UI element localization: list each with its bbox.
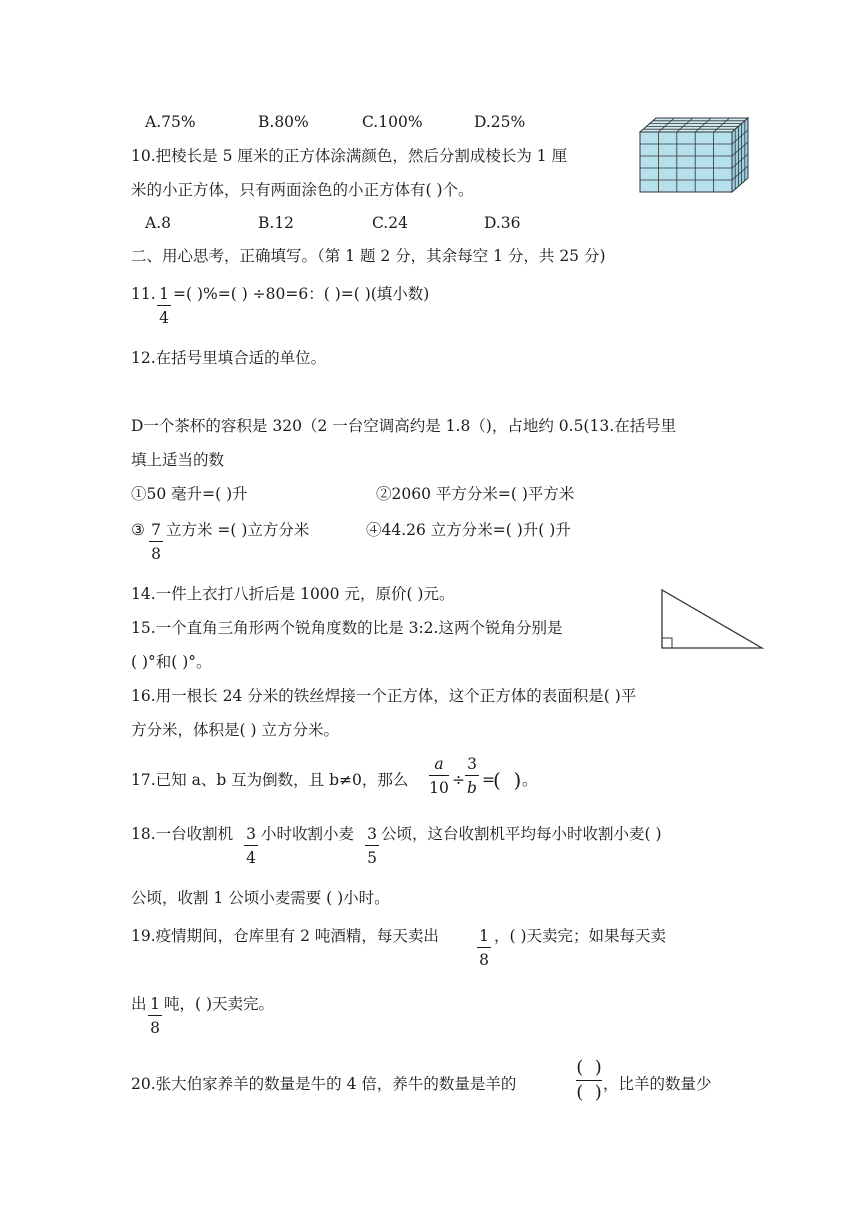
q13-item3-text: 立方米 =( )立方分米	[166, 521, 310, 539]
q15-line1: 15.一个直角三角形两个锐角度数的比是 3:2.这两个锐角分别是	[131, 619, 563, 637]
q19-f2-num: 1	[150, 995, 160, 1013]
q11-text: =( )%=( ) ÷80=6：( )=( )(填小数)	[173, 285, 430, 303]
q19-f2-den: 8	[150, 1019, 160, 1037]
cube-grid-illustration	[636, 114, 750, 194]
q17-f1-num: a	[434, 755, 444, 773]
q10-option-a: A.8	[145, 214, 171, 232]
q12-line3: 填上适当的数	[131, 451, 225, 469]
q10-line2: 米的小正方体，只有两面涂色的小正方体有( )个。	[131, 181, 474, 199]
q13-item3-fraction	[149, 522, 163, 562]
q13-item2: ②2060 平方分米=( )平方米	[376, 485, 575, 503]
q17-blank: ( )	[493, 768, 522, 792]
q18-f2-den: 5	[367, 849, 377, 867]
q10-line1: 10.把棱长是 5 厘米的正方体涂满颜色，然后分割成棱长为 1 厘	[131, 147, 568, 165]
section-heading: 二、用心思考，正确填写。（第 1 题 2 分，其余每空 1 分，共 25 分)	[131, 247, 606, 265]
q9-option-b: B.80%	[258, 113, 309, 131]
q9-option-a: A.75%	[145, 113, 196, 131]
q9-option-d: D.25%	[474, 113, 526, 131]
q11-fraction	[157, 286, 171, 326]
q18-mid2: 公顷，这台收割机平均每小时收割小麦( )	[381, 825, 662, 843]
q10-option-b: B.12	[258, 214, 295, 232]
q13-item4: ④44.26 立方分米=( )升( )升	[366, 521, 571, 539]
q17-fraction-1	[429, 756, 449, 796]
q11-prefix: 11.	[131, 285, 156, 303]
q20-suffix: ，比羊的数量少	[603, 1075, 712, 1093]
q16-line2: 方分米，体积是( ) 立方分米。	[131, 721, 339, 739]
q17-suffix: 。	[522, 771, 538, 789]
q17-fraction-2	[465, 756, 479, 796]
q18-f1-num: 3	[246, 825, 256, 843]
q18-prefix: 18.一台收割机	[131, 825, 234, 843]
q9-option-c: C.100%	[362, 113, 423, 131]
q18-f2-num: 3	[367, 825, 377, 843]
q16-line1: 16.用一根长 24 分米的铁丝焊接一个正方体，这个正方体的表面积是( )平	[131, 687, 637, 705]
q17-f1-den: 10	[429, 779, 449, 797]
q10-option-c: C.24	[372, 214, 408, 232]
q12-line2: D一个茶杯的容积是 320（2 一台空调高约是 1.8（)，占地约 0.5(13.在括号里	[131, 417, 677, 435]
q17-prefix: 17.已知 a、b 互为倒数，且 b≠0，那么	[131, 771, 409, 789]
q10-option-d: D.36	[484, 214, 521, 232]
q18-line2: 公顷，收割 1 公顷小麦需要 ( )小时。	[131, 889, 390, 907]
q18-mid1: 小时收割小麦	[261, 825, 355, 843]
q18-fraction-2	[365, 826, 379, 866]
q17-operator: ÷	[452, 771, 465, 789]
q19-fraction-2	[148, 996, 162, 1036]
q19-f1-num: 1	[479, 927, 489, 945]
q13-frac-den: 8	[151, 545, 161, 563]
q17-f2-num: 3	[467, 755, 477, 773]
q19-line2-suffix: 吨，( )天卖完。	[164, 995, 275, 1013]
q19-f1-den: 8	[479, 951, 489, 969]
right-triangle-illustration	[656, 586, 768, 652]
q20-prefix: 20.张大伯家养羊的数量是牛的 4 倍，养牛的数量是羊的	[131, 1075, 517, 1093]
q17-f2-den: b	[467, 779, 477, 797]
q11-frac-den: 4	[159, 309, 169, 327]
q12-line1: 12.在括号里填合适的单位。	[131, 349, 327, 367]
q13-item1: ①50 毫升=( )升	[131, 485, 248, 503]
q17-equals: =	[482, 771, 495, 789]
q15-line2: ( )°和( )°。	[131, 653, 212, 671]
q19-line2-prefix: 出	[131, 995, 147, 1013]
q11-frac-num: 1	[159, 285, 169, 303]
q19-fraction-1	[477, 928, 491, 968]
q20-blank-fraction: ( ) ( )	[576, 1057, 602, 1103]
q14-text: 14.一件上衣打八折后是 1000 元，原价( )元。	[131, 585, 455, 603]
q19-mid: ，( )天卖完；如果每天卖	[494, 927, 667, 945]
q13-item3-prefix: ③	[131, 521, 145, 539]
q13-frac-num: 7	[151, 521, 161, 539]
q18-f1-den: 4	[246, 849, 256, 867]
q19-prefix: 19.疫情期间，仓库里有 2 吨酒精，每天卖出	[131, 927, 439, 945]
q18-fraction-1	[244, 826, 258, 866]
